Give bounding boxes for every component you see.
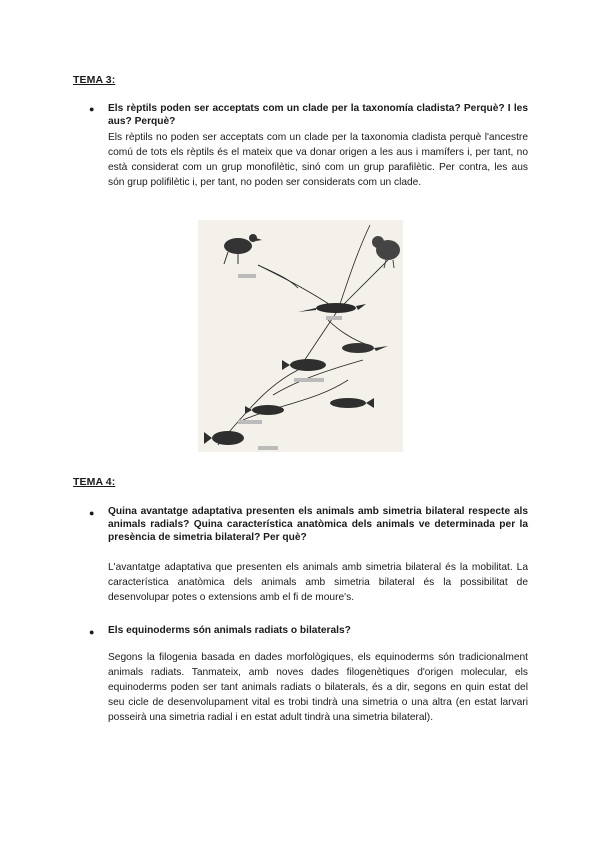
section-4-answer-2: Segons la filogenia basada en dades morfològiques, els equinoderms són tradicionalment animals radiats. Tanmateix, amb noves dades filogenètiques d'origen molecular, els equinoderms poden ser tant animals radiats o bilaterals, és a dir, segons en quin estat del seu cicle de desenvolupament vital es trobi tindrà una simetria o una altra (en estat larvari posseirà una simetria radial i en estat adult tindrà una simetria bilateral). (108, 652, 528, 723)
section-4-question-2: Els equinoderms són animals radiats o bilaterals? (108, 625, 351, 636)
section-4-heading: TEMA 4: (73, 476, 116, 488)
section-3-answer: Els rèptils no poden ser acceptats com un clade per la taxonomia cladista perquè l'ancestre comú de tots els rèptils és el mateix que va donar origen a les aus i mamífers i, per tant, no està considerat com un grup monofilètic, sinó com un grup parafilètic. Per contra, les aus són grup polifilètic i, per tant, no poden ser considerats com un clade. (108, 132, 528, 188)
bullet-icon: ● (89, 104, 95, 114)
section-3-heading: TEMA 3: (73, 74, 116, 86)
figure-background (198, 220, 403, 452)
bullet-icon: ● (89, 508, 95, 518)
section-4-answer-1: L'avantatge adaptativa que presenten els animals amb simetria bilateral és la mobilitat. La característica anatòmica dels animals amb simetria bilateral és la possibilitat de desenvolupar potes o extensions amb el fi de moure's. (108, 562, 528, 603)
evolution-diagram (198, 220, 403, 452)
section-4-question-1: Quina avantatge adaptativa presenten els animals amb simetria bilateral respecte als animals radials? Quina característica anatòmica dels animals ve determinada per la presència de simetria bilateral? Per què? (108, 506, 528, 543)
section-3-question: Els rèptils poden ser acceptats com un clade per la taxonomía cladista? Perquè? I les aus? Perquè? (108, 103, 528, 127)
bullet-icon: ● (89, 627, 95, 637)
